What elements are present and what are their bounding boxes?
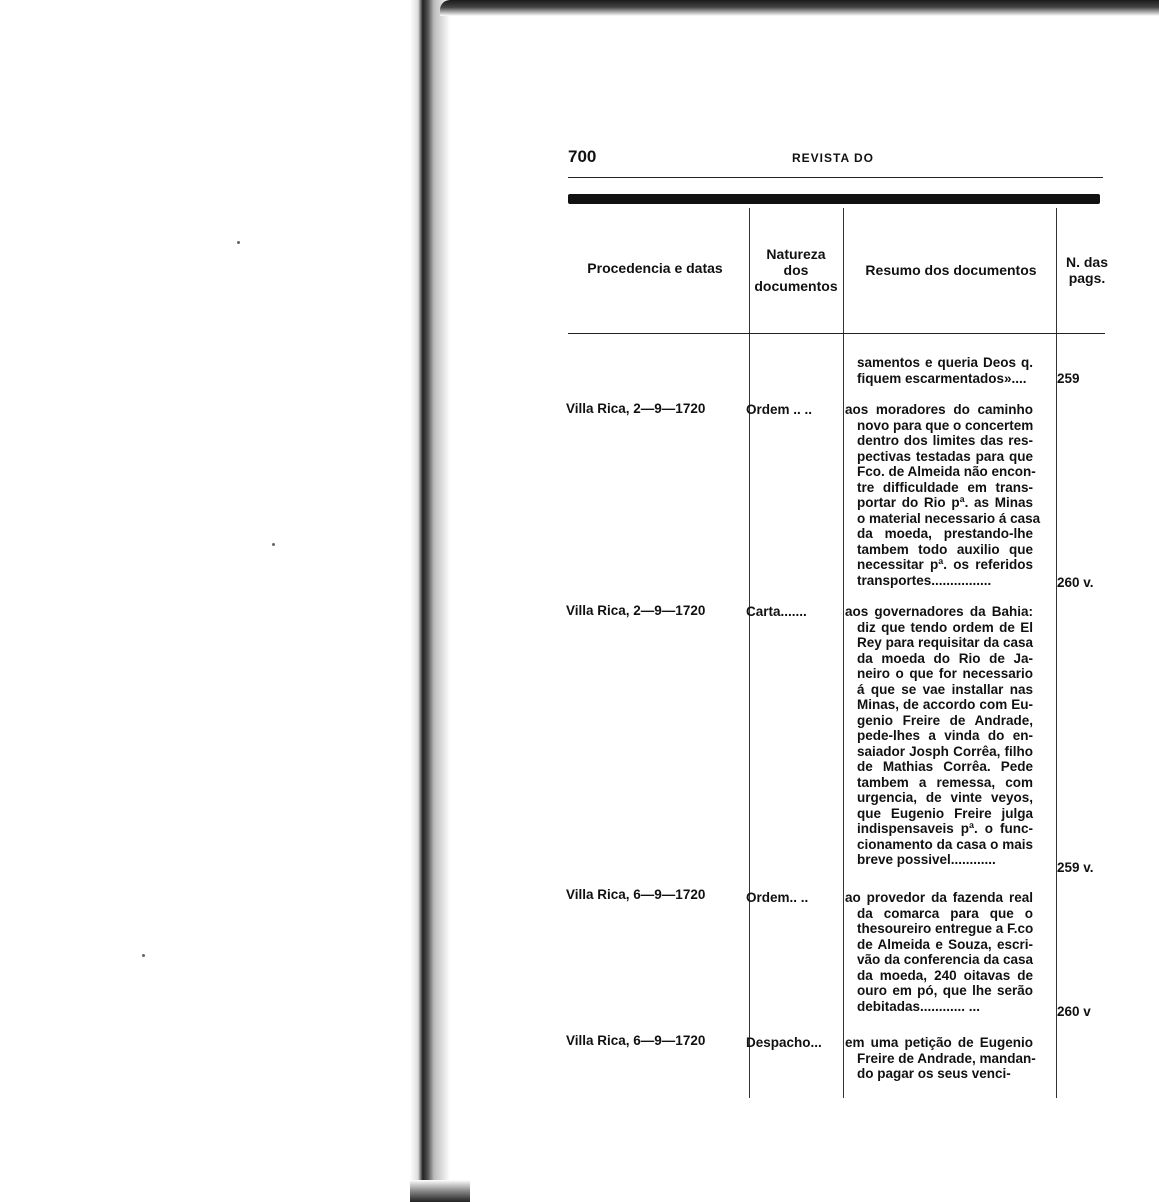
entry-procedencia: Villa Rica, 6—9—1720 [566,887,706,902]
entry-procedencia: Villa Rica, 6—9—1720 [566,1033,706,1048]
page-bottom-edge-shadow [410,1180,470,1202]
entry-natureza: Despacho... [746,1035,822,1050]
entry-procedencia: Villa Rica, 2—9—1720 [566,603,706,618]
entry-summary: aos governadores da Bahia: diz que tendo ordem de El Rey para requisitar da casa da moeda do Rio de Ja- neiro o que for necessario á que se vae installar nas Minas, de accordo com Eu- genio Freire de Andrade, pede-lhes a vinda do en- saiador Josph Corrêa, filho de Mathias Corrêa. Pede tambem a remessa, com urgencia, de vinte veyos, que Eugenio Freire julga indispensaveis pª. o func- cionamento da casa o mais breve possivel............ [845,604,1033,867]
header-bottom-rule [568,333,1105,334]
column-header-pags: N. das pags. [1065,254,1108,286]
column-header-natureza: Natureza dos documentos [754,246,838,294]
page-top-edge-shadow [440,0,1159,16]
entry-page-ref: 259 v. [1057,860,1094,875]
column-divider [1056,208,1057,1098]
entry-natureza: Carta....... [746,604,807,619]
table-top-rule [568,194,1100,204]
entry-summary: em uma petição de Eugenio Freire de Andrade, mandan- do pagar os seus venci- [845,1035,1036,1081]
entry-natureza: Ordem.. .. [746,890,809,905]
entry-summary: ao provedor da fazenda real da comarca para que o thesoureiro entregue a F.co de Almeida e Souza, escri- vão da conferencia da casa da moeda, 240 oitavas de ouro em pó, que lhe serão debitadas............ ... [845,890,1034,1014]
book-binding-shadow [410,0,450,1202]
entry-page-ref: 260 v. [1057,575,1094,590]
entry-page-ref: 260 v [1057,1004,1091,1019]
entry-procedencia: Villa Rica, 2—9—1720 [566,401,706,416]
column-divider [749,208,750,1098]
entry-natureza: Ordem .. .. [746,402,813,417]
column-header-procedencia: Procedencia e datas [587,260,723,276]
scan-speck [142,954,145,957]
entry-summary: samentos e queria Deos q. fiquem escarmentados».... [857,355,1033,386]
entry-summary: aos moradores do caminho novo para que o concertem dentro dos limites das res- pectivas testadas para que Fco. de Almeida não encon- tre difficuldade em trans- portar do Rio pª. as Minas o material necessario á casa da moeda, prestando-lhe tambem todo auxilio que necessitar pª. os referidos transportes................ [845,402,1041,588]
header-rule [568,177,1103,178]
column-divider [843,208,844,1098]
scan-speck [272,543,275,546]
column-header-resumo: Resumo dos documentos [865,262,1037,278]
page-number: 700 [568,147,597,166]
scan-speck [237,241,240,244]
running-head: REVISTA DO [792,151,875,165]
entry-page-ref: 259 [1057,371,1080,386]
